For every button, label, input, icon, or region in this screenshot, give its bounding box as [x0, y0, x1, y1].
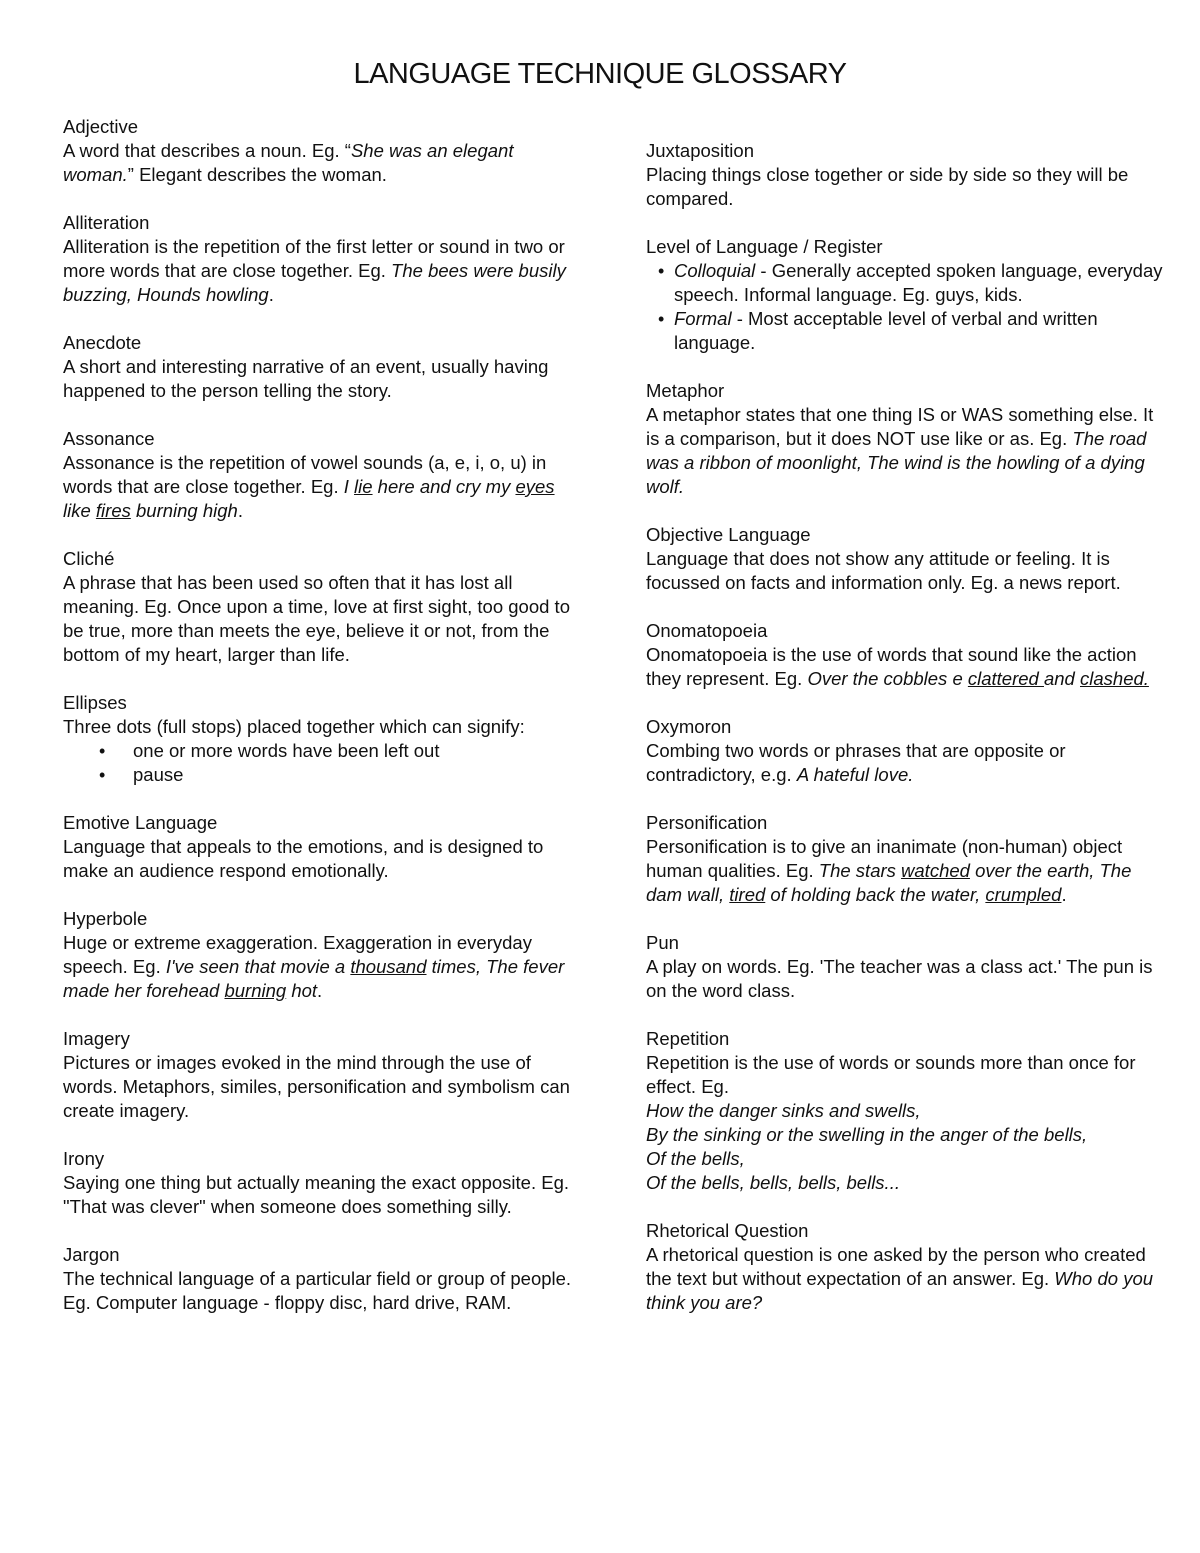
entry-repetition: [646, 1027, 1166, 1195]
page-title: LANGUAGE TECHNIQUE GLOSSARY: [353, 58, 847, 90]
definition-ellipses: Three dots (full stops) placed together which can signify:: [63, 716, 525, 737]
definition-anecdote: A short and interesting narrative of an event, usually having happened to the person telling the story.: [63, 356, 549, 401]
term-irony: Irony: [63, 1148, 105, 1169]
entry-anecdote: [63, 331, 583, 403]
term-jargon: Jargon: [63, 1244, 120, 1265]
entry-ellipses: [63, 691, 583, 787]
definition-cliche: A phrase that has been used so often that it has lost all meaning. Eg. Once upon a time, love at first sight, too good to be true, more than meets the eye, believe it or not, from the bottom of my heart, larger than life.: [63, 572, 570, 665]
definition-oxymoron: Combing two words or phrases that are opposite or contradictory, e.g. A hateful love.: [646, 740, 1066, 785]
term-emotive-language: Emotive Language: [63, 812, 218, 833]
term-onomatopoeia: Onomatopoeia: [646, 620, 768, 641]
entry-metaphor: [646, 379, 1166, 499]
term-repetition: Repetition: [646, 1028, 730, 1049]
entry-alliteration: [63, 211, 583, 307]
example-line: How the danger sinks and swells,: [646, 1100, 921, 1121]
entry-irony: [63, 1147, 583, 1219]
term-cliche: Cliché: [63, 548, 115, 569]
term-ellipses: Ellipses: [63, 692, 127, 713]
definition-jargon: The technical language of a particular field or group of people. Eg. Computer language - floppy disc, hard drive, RAM.: [63, 1268, 572, 1313]
ellipses-bullet-list: [63, 739, 583, 787]
term-anecdote: Anecdote: [63, 332, 142, 353]
term-juxtaposition: Juxtaposition: [646, 140, 754, 161]
list-item: • pause: [63, 763, 583, 787]
entry-juxtaposition: [646, 139, 1166, 211]
entry-hyperbole: [63, 907, 583, 1003]
entry-personification: [646, 811, 1166, 907]
term-imagery: Imagery: [63, 1028, 130, 1049]
list-item: • one or more words have been left out: [63, 739, 583, 763]
term-personification: Personification: [646, 812, 768, 833]
term-pun: Pun: [646, 932, 679, 953]
definition-adjective: A word that describes a noun. Eg. “She was an elegant woman.” Elegant describes the woman.: [63, 140, 514, 185]
definition-rhetorical-question: A rhetorical question is one asked by the person who created the text but without expectation of an answer. Eg. Who do you think you are?: [646, 1244, 1154, 1313]
left-column: [63, 115, 583, 1339]
definition-personification: Personification is to give an inanimate (non-human) object human qualities. Eg. The stars watched over the earth, The dam wall, tired of holding back the water, crumpled.: [646, 836, 1132, 905]
definition-onomatopoeia: Onomatopoeia is the use of words that sound like the action they represent. Eg. Over the cobbles e clattered and clashed.: [646, 644, 1149, 689]
definition-pun: A play on words. Eg. 'The teacher was a class act.' The pun is on the word class.: [646, 956, 1153, 1001]
term-assonance: Assonance: [63, 428, 155, 449]
list-item: • Formal - Most acceptable level of verbal and written language.: [646, 307, 1166, 355]
definition-emotive-language: Language that appeals to the emotions, and is designed to make an audience respond emotionally.: [63, 836, 544, 881]
right-column: [646, 139, 1166, 1339]
definition-repetition: Repetition is the use of words or sounds more than once for effect. Eg.: [646, 1052, 1136, 1097]
example-line: By the sinking or the swelling in the anger of the bells,: [646, 1124, 1088, 1145]
entry-rhetorical-question: [646, 1219, 1166, 1315]
term-register: Level of Language / Register: [646, 236, 883, 257]
entry-oxymoron: [646, 715, 1166, 787]
definition-assonance: Assonance is the repetition of vowel sounds (a, e, i, o, u) in words that are close together. Eg. I lie here and cry my eyes like fires burning high.: [63, 452, 555, 521]
entry-register: [646, 235, 1166, 355]
entry-emotive-language: [63, 811, 583, 883]
definition-imagery: Pictures or images evoked in the mind through the use of words. Metaphors, similes, personification and symbolism can create imagery.: [63, 1052, 570, 1121]
entry-pun: [646, 931, 1166, 1003]
entry-onomatopoeia: [646, 619, 1166, 691]
list-item: • Colloquial - Generally accepted spoken language, everyday speech. Informal language. Eg. guys, kids.: [646, 259, 1166, 307]
definition-metaphor: A metaphor states that one thing IS or WAS something else. It is a comparison, but it does NOT use like or as. Eg. The road was a ribbon of moonlight, The wind is the howling of a dying wolf.: [646, 404, 1154, 497]
entry-cliche: [63, 547, 583, 667]
entry-adjective: [63, 115, 583, 187]
example-line: Of the bells,: [646, 1148, 745, 1169]
definition-irony: Saying one thing but actually meaning the exact opposite. Eg. "That was clever" when someone does something silly.: [63, 1172, 570, 1217]
definition-alliteration: Alliteration is the repetition of the first letter or sound in two or more words that are close together. Eg. The bees were busily buzzing, Hounds howling.: [63, 236, 566, 305]
term-hyperbole: Hyperbole: [63, 908, 148, 929]
term-adjective: Adjective: [63, 116, 139, 137]
term-metaphor: Metaphor: [646, 380, 725, 401]
example-line: Of the bells, bells, bells, bells...: [646, 1172, 900, 1193]
definition-hyperbole: Huge or extreme exaggeration. Exaggeration in everyday speech. Eg. I've seen that movie a thousand times, The fever made her forehead burning hot.: [63, 932, 565, 1001]
entry-objective-language: [646, 523, 1166, 595]
entry-jargon: [63, 1243, 583, 1315]
term-oxymoron: Oxymoron: [646, 716, 732, 737]
definition-objective-language: Language that does not show any attitude or feeling. It is focussed on facts and information only. Eg. a news report.: [646, 548, 1121, 593]
register-bullet-list: [646, 259, 1166, 355]
definition-juxtaposition: Placing things close together or side by side so they will be compared.: [646, 164, 1129, 209]
term-rhetorical-question: Rhetorical Question: [646, 1220, 809, 1241]
entry-assonance: [63, 427, 583, 523]
term-alliteration: Alliteration: [63, 212, 150, 233]
entry-imagery: [63, 1027, 583, 1123]
term-objective-language: Objective Language: [646, 524, 811, 545]
